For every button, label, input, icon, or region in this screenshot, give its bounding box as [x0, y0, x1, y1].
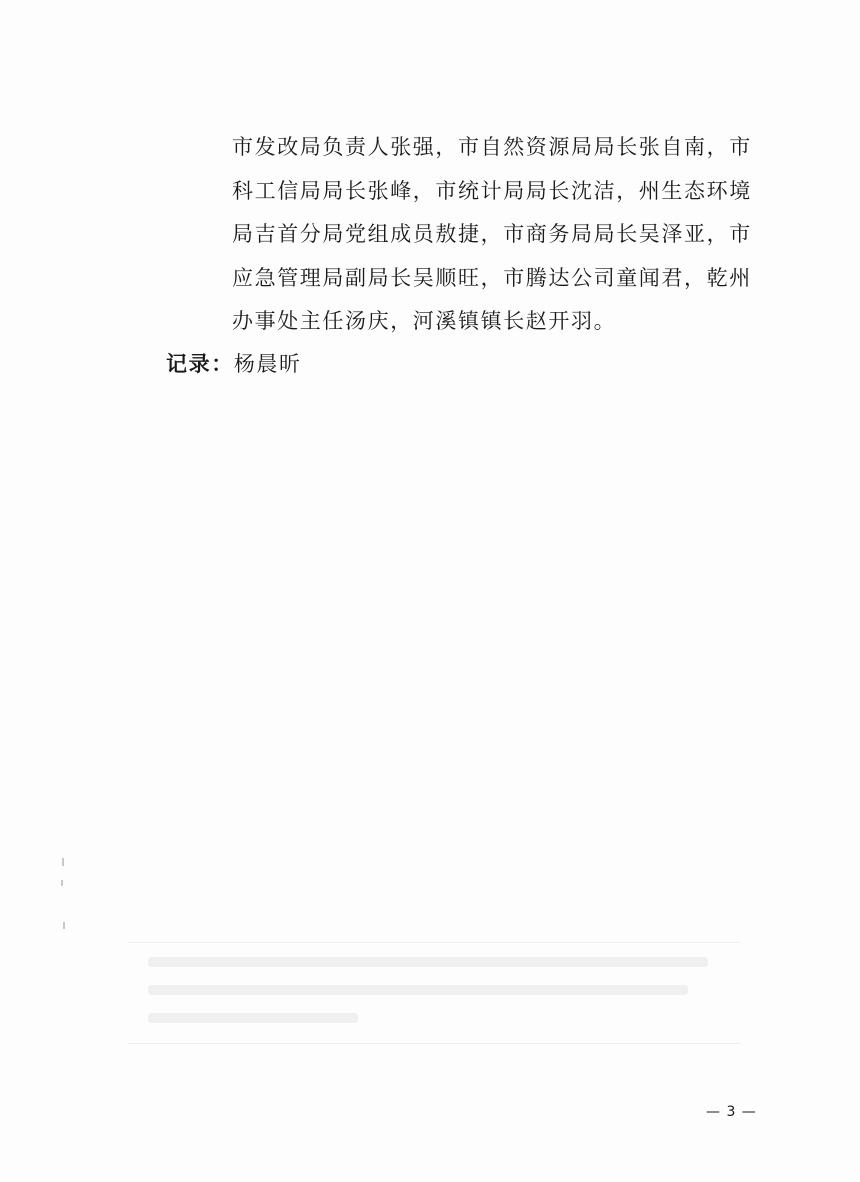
scan-speck: [63, 922, 65, 929]
bleed-line: [148, 985, 688, 995]
reverse-side-bleed-through: [128, 942, 740, 1044]
bleed-line: [148, 957, 708, 967]
page-number: — 3 —: [706, 1104, 757, 1120]
attendee-paragraph: [232, 126, 752, 344]
paragraph-line: 局吉首分局党组成员敖捷，市商务局局长吴泽亚，市: [232, 222, 752, 246]
paragraph-line: 应急管理局副局长吴顺旺，市腾达公司童闻君，乾州: [232, 265, 752, 290]
recorder-name: 杨晨昕: [233, 352, 302, 376]
bleed-line: [148, 1013, 358, 1023]
scan-speck: [61, 880, 63, 886]
paragraph-line: 市发改局负责人张强，市自然资源局局长张自南，市: [232, 135, 752, 159]
scan-speck: [62, 858, 64, 866]
recorder-line: [166, 343, 302, 387]
paragraph-line: 办事处主任汤庆，河溪镇镇长赵开羽。: [232, 309, 617, 333]
paragraph-line: 科工信局局长张峰，市统计局局长沈洁，州生态环境: [232, 178, 752, 203]
recorder-label: 记录：: [166, 352, 234, 376]
